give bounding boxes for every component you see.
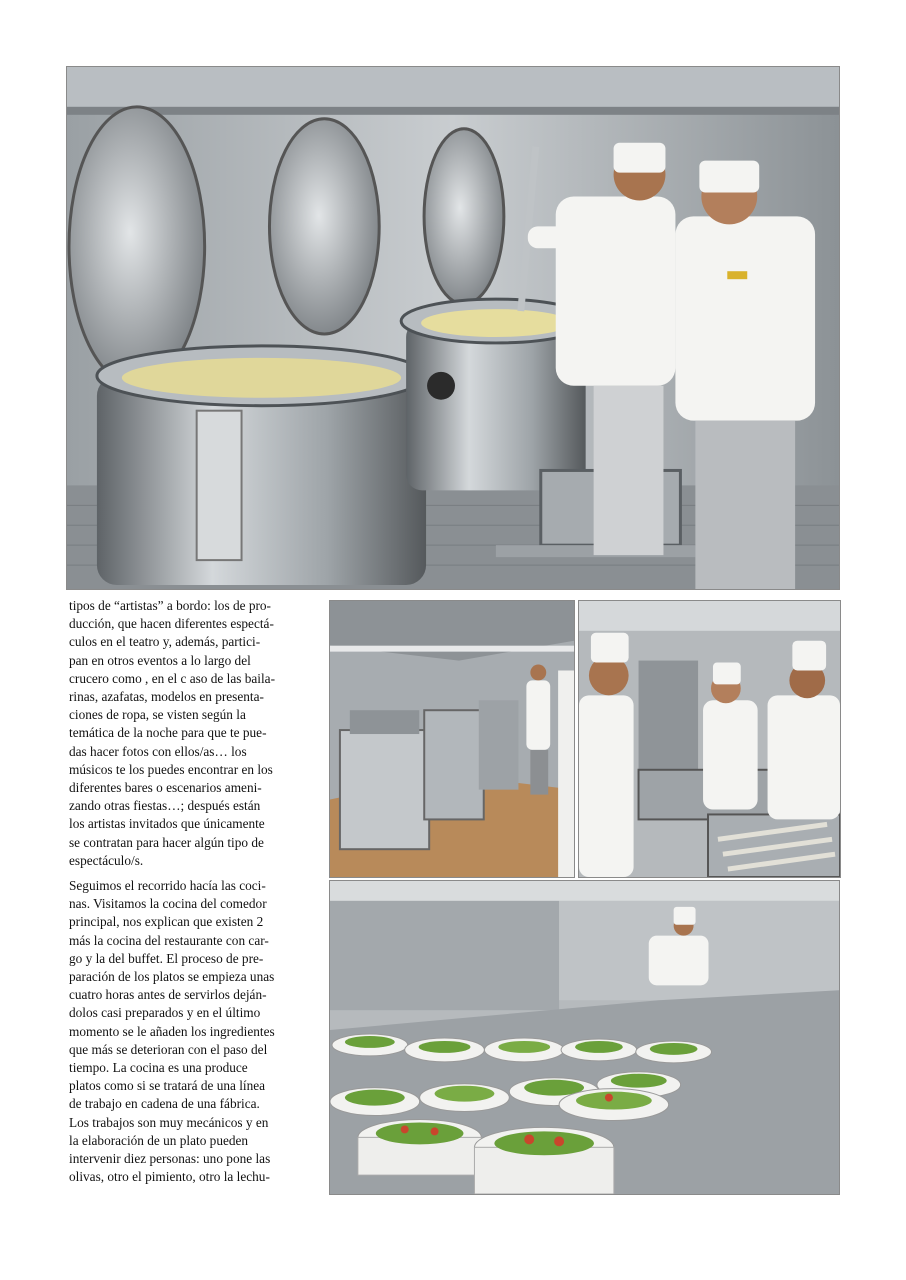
photo-kitchen-kettles — [66, 66, 840, 590]
photo-kitchen-line — [329, 600, 575, 878]
kettles-illustration — [67, 67, 839, 589]
article-column-top — [69, 597, 309, 870]
article-paragraph-artists: tipos de “artistas” a bordo: los de pro- ducción, que hacen diferentes espectá- culos en el teatro y, además, partici- pan en otros eventos a lo largo del crucero como , en el c aso de las baila- rinas, azafatas, modelos en presenta- ciones de ropa, se visten según la temática de la noche para que te pue- das hacer fotos con ellos/as… los músicos te los puedes encontrar en los diferentes bares o escenarios ameni- zando otras fiestas…; después están los artistas invitados que únicamente se contratan para hacer algún tipo de espectáculo/s. — [69, 598, 276, 868]
salad-plates-illustration — [330, 881, 839, 1194]
kitchen-line-illustration — [330, 601, 574, 877]
chefs-prep-illustration — [579, 601, 840, 877]
photo-chefs-preparing — [578, 600, 841, 878]
photo-salad-plates — [329, 880, 840, 1195]
article-column-bottom — [69, 877, 309, 1186]
article-paragraph-kitchens: Seguimos el recorrido hacía las coci- nas. Visitamos la cocina del comedor principal, nos explican que existen 2 más la cocina del restaurante con car- go y la del buffet. El proceso de pre- paración de los platos se empieza unas cuatro horas antes de servirlos deján- dolos casi preparados y en el último momento se le añaden los ingredientes que más se deterioran con el paso del tiempo. La cocina es una produce platos como si se tratará de una línea de trabajo en cadena de una fábrica. Los trabajos son muy mecánicos y en la elaboración de un plato pueden intervenir diez personas: uno pone las olivas, otro el pimiento, otro la lechu- — [69, 878, 275, 1185]
chef-right — [675, 161, 815, 589]
